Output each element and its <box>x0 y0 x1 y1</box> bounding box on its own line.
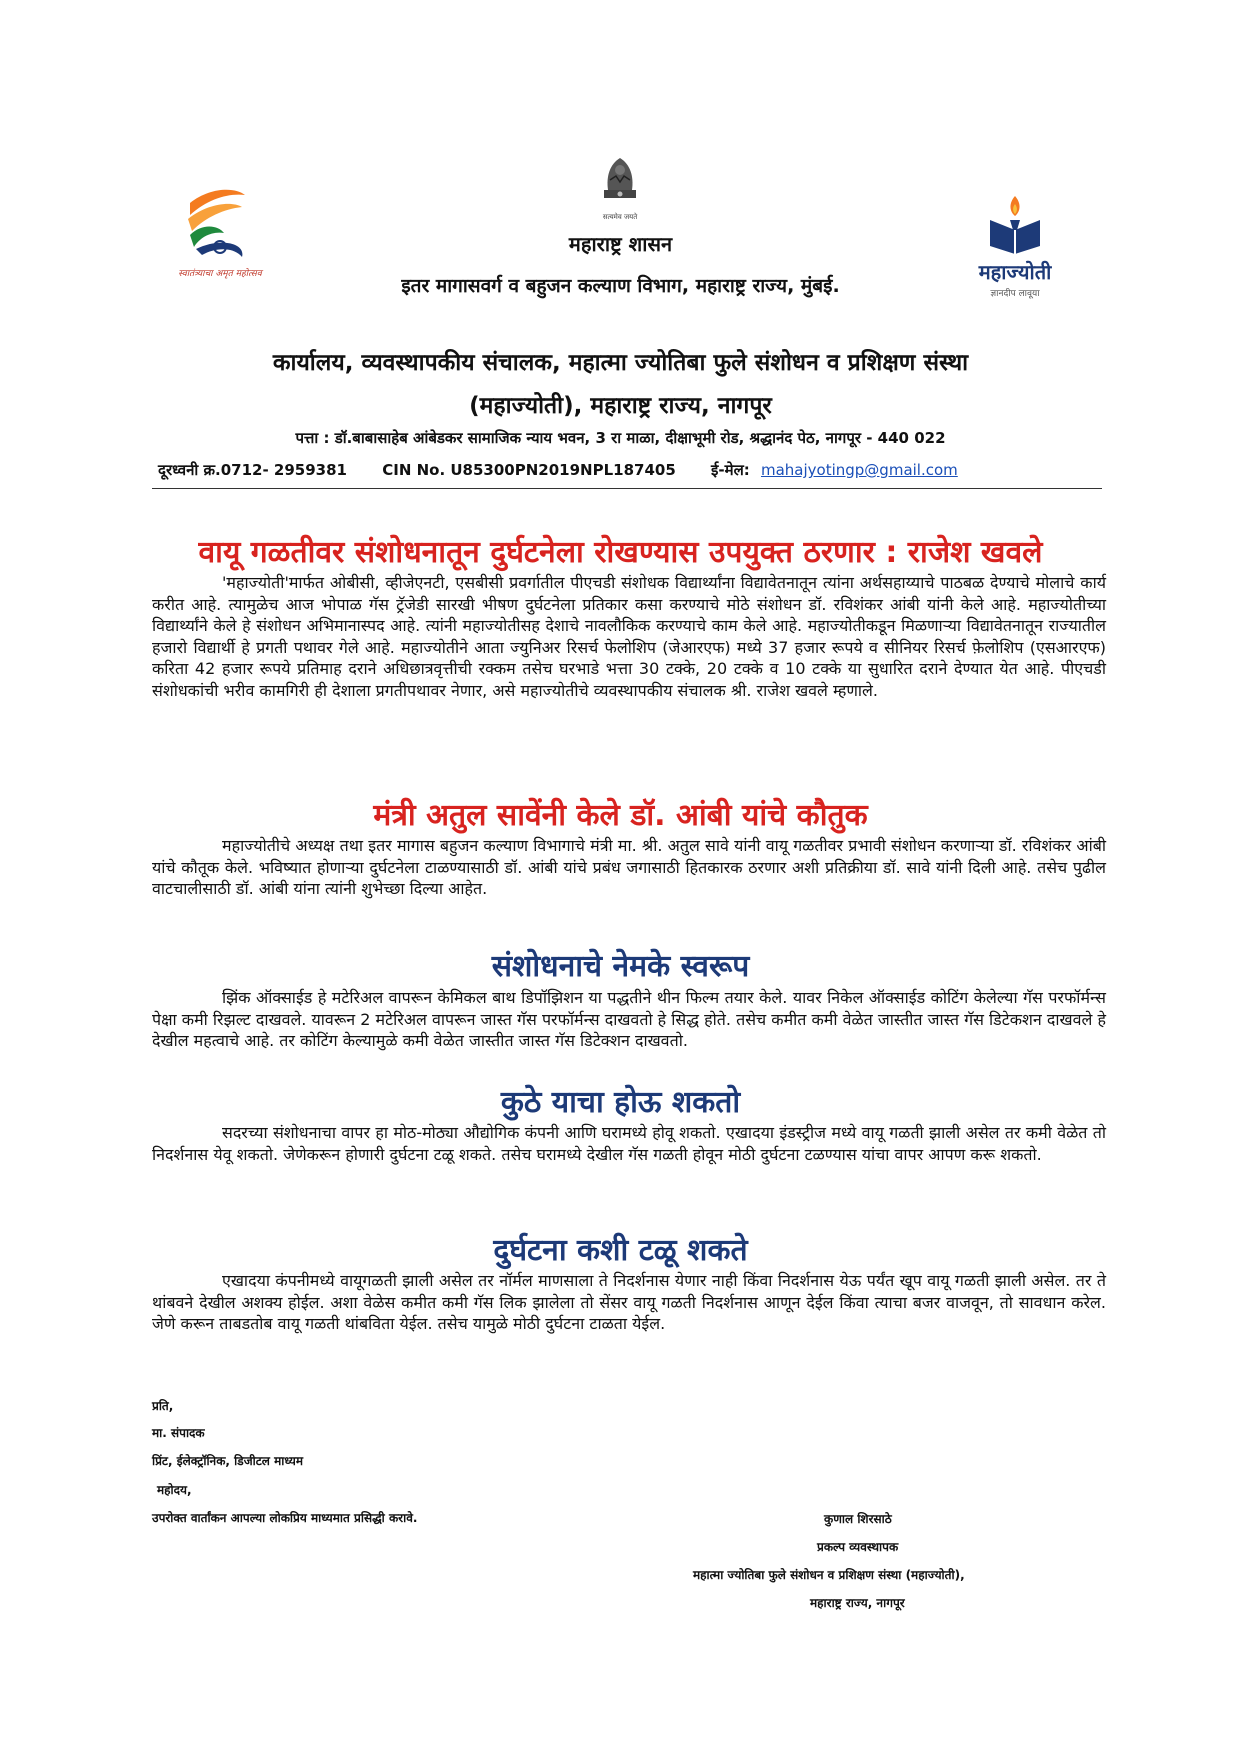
ashoka-emblem-logo <box>590 150 650 210</box>
signatory-designation: प्रकल्प व्यवस्थापक <box>817 1540 899 1554</box>
publication-request: उपरोक्त वार्तांकन आपल्या लोकप्रिय माध्यमात प्रसिद्धी करावे. <box>152 1511 418 1525</box>
phone-number: दूरध्वनी क्र.0712- 2959381 <box>158 461 347 479</box>
usage-heading: कुठे याचा होऊ शकतो <box>500 1085 741 1120</box>
signatory-name: कुणाल शिरसाठे <box>824 1512 892 1526</box>
office-title-line1: कार्यालय, व्यवस्थापकीय संचालक, महात्मा ज्योतिबा फुले संशोधन व प्रशिक्षण संस्था <box>272 350 969 376</box>
usage-paragraph <box>152 1122 1106 1165</box>
prevention-paragraph <box>152 1270 1106 1335</box>
office-address: पत्ता : डॉ.बाबासाहेब आंबेडकर सामाजिक न्याय भवन, 3 रा माळा, दीक्षाभूमी रोड, श्रद्धानंद पेठ, नागपूर - 440 022 <box>295 429 946 447</box>
prevention-paragraph-text: एखादया कंपनीमध्ये वायूगळती झाली असेल तर नॉर्मल माणसाला ते निदर्शनास येणार नाही किंवा निदर्शनास येऊ पर्यंत खूप वायू गळती झाली असेल. तर ते थांबवने देखील अशक्य होईल. अशा वेळेस कमीत कमी गॅस लिक झालेला तो सेंसर वायू गळती निदर्शनास आणून देईल किंवा त्याचा बजर वाजवून, तो सावधान करेल. जेणे करून ताबडतोब वायू गळती थांबविता येईल. तसेच यामुळे मोठी दुर्घटना टाळता येईल. <box>152 1271 1106 1333</box>
signatory-organization: महात्मा ज्योतिबा फुले संशोधन व प्रशिक्षण संस्था (महाज्योती), <box>693 1568 965 1582</box>
signatory-place: महाराष्ट्र राज्य, नागपूर <box>810 1596 905 1610</box>
minister-headline: मंत्री अतुल सावेंनी केले डॉ. आंबी यांचे कौतुक <box>373 798 868 833</box>
main-paragraph-text: 'महाज्योती'मार्फत ओबीसी, व्हीजेएनटी, एसबीसी प्रवर्गातील पीएचडी संशोधक विद्यार्थ्यांना विद्यावेतनातून त्यांना अर्थसहाय्याचे पाठबळ देण्याचे मोलाचे कार्य करीत आहे. त्यामुळेच आज भोपाळ गॅस ट्रॅजेडी सारखी भीषण दुर्घटनेला प्रतिकार कसा करण्याचे मोठे संशोधन डॉ. रविशंकर आंबी यांनी केले आहे. महाज्योतीच्या विद्यार्थ्यांने केले हे संशोधन अभिमानास्पद आहे. त्यांनी महाज्योतीसह देशाचे नावलौकिक करण्याचे काम केले आहे. महाज्योतीकडून मिळणाऱ्या विद्यावेतनातून राज्यातील हजारो विद्यार्थी हे प्रगती पथावर गेले आहे. महाज्योतीने आता ज्युनिअर रिसर्च फेलोशिप (जेआरएफ) मध्ये 37 हजार रूपये व सीनियर रिसर्च फ़ेलोशिप (एसआरएफ) करिता 42 हजार रूपये प्रतिमाह दराने अधिछात्रवृत्तीची रक्कम तसेच घरभाडे भत्ता 30 टक्के, 20 टक्के व 10 टक्के या सुधारित दराने देण्यात येत आहे. पीएचडी संशोधकांची भरीव कामगिरी ही देशाला प्रगतीपथावर नेणार, असे महाज्योतीचे व्यवस्थापकीय संचालक श्री. राजेश खवले म्हणाले. <box>152 573 1106 700</box>
research-nature-text: झिंक ऑक्साईड हे मटेरिअल वापरून केमिकल बाथ डिपॉझिशन या पद्धतीने थीन फिल्म तयार केले. यावर निकेल ऑक्साईड कोटिंग केलेल्या गॅस परफॉर्मन्स पेक्षा कमी रिझल्ट दाखवले. यावरून 2 मटेरिअल वापरून जास्त गॅस परफॉर्मन्स दाखवतो हे सिद्ध होते. तसेच कमीत कमी वेळेत जास्तीत जास्त गॅस डिटेकशन दाखवले हे देखील महत्वाचे आहे. तर कोटिंग केल्यामुळे कमी वेळेत जास्तीत जास्त गॅस डिटेक्शन दाखवतो. <box>152 988 1106 1050</box>
government-name: महाराष्ट्र शासन <box>568 232 673 256</box>
minister-paragraph <box>152 835 1106 900</box>
email-link[interactable]: mahajyotingp@gmail.com <box>760 461 958 479</box>
emblem-caption: सत्यमेव जयते <box>602 213 638 221</box>
mahajyoti-logo-tagline: ज्ञानदीप लावूया <box>990 289 1040 299</box>
email-label: ई-मेल: <box>711 461 750 479</box>
prevention-heading: दुर्घटना कशी टळू शकते <box>493 1233 748 1268</box>
recipient-to: प्रति, <box>152 1399 174 1413</box>
salutation: महोदय, <box>157 1483 192 1497</box>
research-nature-paragraph <box>152 987 1106 1052</box>
recipient-media: प्रिंट, ईलेक्ट्रॉनिक, डिजीटल माध्यम <box>152 1454 303 1468</box>
main-paragraph <box>152 572 1106 701</box>
amrit-mahotsav-caption: स्वातंत्र्याचा अमृत महोत्सव <box>178 269 262 279</box>
research-nature-heading: संशोधनाचे नेमके स्वरूप <box>491 949 750 984</box>
department-name: इतर मागासवर्ग व बहुजन कल्याण विभाग, महाराष्ट्र राज्य, मुंबई. <box>401 275 840 297</box>
contact-line <box>158 460 1088 480</box>
main-headline: वायू गळतीवर संशोधनातून दुर्घटनेला रोखण्यास उपयुक्त ठरणार : राजेश खवले <box>198 535 1043 570</box>
header-divider <box>152 488 1102 489</box>
cin-number: CIN No. U85300PN2019NPL187405 <box>382 461 676 479</box>
office-title-line2: (महाज्योती), महाराष्ट्र राज्य, नागपूर <box>469 393 772 419</box>
minister-paragraph-text: महाज्योतीचे अध्यक्ष तथा इतर मागास बहुजन कल्याण विभागाचे मंत्री मा. श्री. अतुल सावे यांनी वायू गळतीवर प्रभावी संशोधन करणाऱ्या डॉ. रविशंकर आंबी यांचे कौतूक केले. भविष्यात होणाऱ्या दुर्घटनेला टाळण्यासाठी डॉ. आंबी यांचे प्रबंध जगासाठी हितकारक ठरणार अशी प्रतिक्रीया डॉ. सावे यांनी दिली आहे. तसेच पुढील वाटचालीसाठी डॉ. आंबी यांना त्यांनी शुभेच्छा दिल्या आहेत. <box>152 836 1106 898</box>
mahajyoti-logo-name: महाज्योती <box>978 260 1052 284</box>
recipient-editor: मा. संपादक <box>152 1426 205 1440</box>
usage-paragraph-text: सदरच्या संशोधनाचा वापर हा मोठ-मोठ्या औद्योगिक कंपनी आणि घरामध्ये होवू शकतो. एखादया इंडस्ट्रीज मध्ये वायू गळती झाली असेल तर कमी वेळेत तो निदर्शनास येवू शकतो. जेणेकरून होणारी दुर्घटना टळू शकते. तसेच घरामध्ये देखील गॅस गळती होवून मोठी दुर्घटना टळण्यास यांचा वापर आपण करू शकतो. <box>152 1123 1106 1164</box>
